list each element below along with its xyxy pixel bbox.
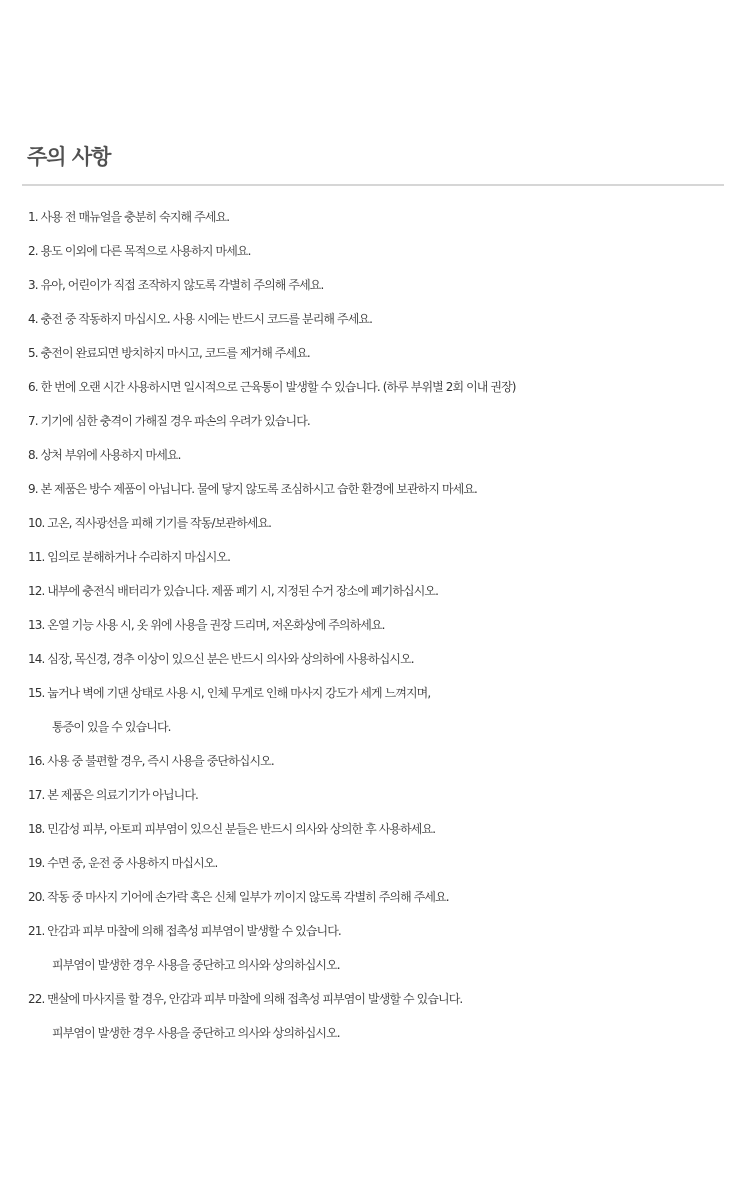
caution-item-continuation: 통증이 있을 수 있습니다. [52,720,171,734]
section-title: 주의 사항 [27,145,111,169]
caution-item [28,506,724,540]
caution-item-text: 6. 한 번에 오랜 시간 사용하시면 일시적으로 근육통이 발생할 수 있습니다. (하루 부위별 2회 이내 권장) [28,380,516,394]
caution-item-text: 3. 유아, 어린이가 직접 조작하지 않도록 각별히 주의해 주세요. [28,278,324,292]
caution-item [28,404,724,438]
caution-item [28,438,724,472]
caution-item-text: 20. 작동 중 마사지 기어에 손가락 혹은 신체 일부가 끼이지 않도록 각별히 주의해 주세요. [28,890,449,904]
caution-item-text: 18. 민감성 피부, 아토피 피부염이 있으신 분들은 반드시 의사와 상의한 후 사용하세요. [28,822,436,836]
caution-item-text: 21. 안감과 피부 마찰에 의해 접촉성 피부염이 발생할 수 있습니다. [28,924,341,938]
caution-item [28,642,724,676]
caution-item-text: 19. 수면 중, 운전 중 사용하지 마십시오. [28,856,218,870]
title-divider [22,184,724,186]
caution-item-text: 1. 사용 전 매뉴얼을 충분히 숙지해 주세요. [28,210,230,224]
caution-item [28,880,724,914]
caution-item-text: 5. 충전이 완료되면 방치하지 마시고, 코드를 제거해 주세요. [28,346,310,360]
caution-item [28,608,724,642]
caution-item-text: 14. 심장, 목신경, 경추 이상이 있으신 분은 반드시 의사와 상의하에 사용하십시오. [28,652,414,666]
caution-item-text: 13. 온열 기능 사용 시, 옷 위에 사용을 권장 드리며, 저온화상에 주의하세요. [28,618,385,632]
caution-item-continuation: 피부염이 발생한 경우 사용을 중단하고 의사와 상의하십시오. [52,1026,340,1040]
caution-item-continuation: 피부염이 발생한 경우 사용을 중단하고 의사와 상의하십시오. [52,958,340,972]
caution-item-text: 9. 본 제품은 방수 제품이 아닙니다. 물에 닿지 않도록 조심하시고 습한 환경에 보관하지 마세요. [28,482,477,496]
caution-item [28,778,724,812]
caution-item [28,914,724,982]
caution-item-text: 7. 기기에 심한 충격이 가해질 경우 파손의 우려가 있습니다. [28,414,310,428]
caution-item [28,540,724,574]
caution-item [28,302,724,336]
caution-item-text: 12. 내부에 충전식 배터리가 있습니다. 제품 폐기 시, 지정된 수거 장소에 폐기하십시오. [28,584,439,598]
caution-item-text: 11. 임의로 분해하거나 수리하지 마십시오. [28,550,231,564]
caution-item [28,812,724,846]
caution-item [28,268,724,302]
caution-item [28,574,724,608]
caution-item [28,370,724,404]
caution-item-text: 4. 충전 중 작동하지 마십시오. 사용 시에는 반드시 코드를 분리해 주세요. [28,312,373,326]
caution-item-text: 15. 눕거나 벽에 기댄 상태로 사용 시, 인체 무게로 인해 마사지 강도가 세게 느껴지며, [28,686,431,700]
caution-item-text: 2. 용도 이외에 다른 목적으로 사용하지 마세요. [28,244,251,258]
caution-item-text: 22. 맨살에 마사지를 할 경우, 안감과 피부 마찰에 의해 접촉성 피부염이 발생할 수 있습니다. [28,992,463,1006]
caution-item [28,336,724,370]
caution-item [28,982,724,1050]
caution-item-text: 16. 사용 중 불편할 경우, 즉시 사용을 중단하십시오. [28,754,274,768]
caution-item [28,234,724,268]
caution-list [22,200,724,1050]
caution-item-text: 8. 상처 부위에 사용하지 마세요. [28,448,181,462]
caution-item [28,744,724,778]
caution-section [22,140,724,1050]
caution-item [28,676,724,744]
caution-item [28,200,724,234]
caution-item-text: 10. 고온, 직사광선을 피해 기기를 작동/보관하세요. [28,516,272,530]
caution-item [28,846,724,880]
caution-item [28,472,724,506]
caution-item-text: 17. 본 제품은 의료기기가 아닙니다. [28,788,198,802]
